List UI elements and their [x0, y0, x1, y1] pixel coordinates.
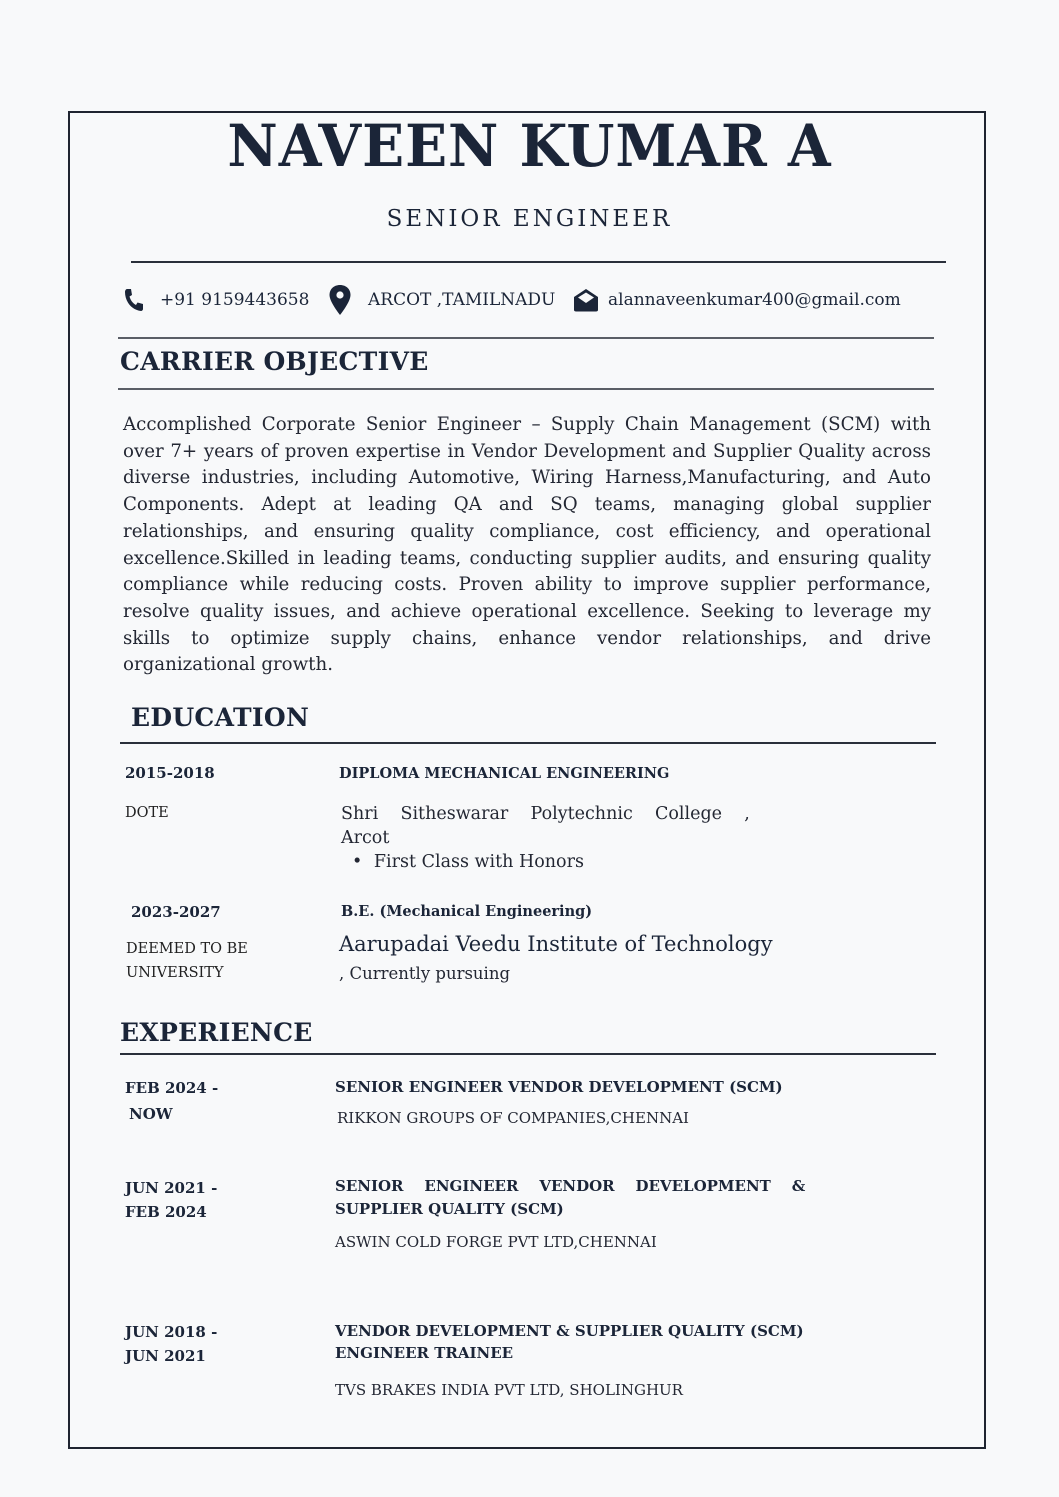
- bullet-text: First Class with Honors: [373, 852, 584, 872]
- education-institution-city: Arcot: [341, 828, 390, 848]
- job-title: SENIOR ENGINEER: [386, 206, 673, 232]
- experience-date-end: JUN 2021: [125, 1347, 206, 1365]
- experience-company: ASWIN COLD FORGE PVT LTD,CHENNAI: [335, 1233, 657, 1251]
- objective-text: Accomplished Corporate Senior Engineer – Supply Chain Management (SCM) with over 7+ years of proven expertise in Vendor Development and Supplier Quality across diverse industries, including Automotive, Wiring Harness,Manufacturing, and Auto Components. Adept at leading QA and SQ teams, managing global supplier relationships, and ensuring quality compliance, cost efficiency, and operational excellence.Skilled in leading teams, conducting supplier audits, and ensuring quality compliance while reducing costs. Proven ability to improve supplier performance, resolve quality issues, and achieve operational excellence. Seeking to leverage my skills to optimize supply chains, enhance vendor relationships, and drive organizational growth.: [123, 414, 931, 676]
- experience-role: SENIOR ENGINEER VENDOR DEVELOPMENT &: [335, 1177, 806, 1195]
- experience-divider: [120, 1053, 936, 1055]
- education-status: , Currently pursuing: [339, 964, 511, 983]
- experience-company: TVS BRAKES INDIA PVT LTD, SHOLINGHUR: [335, 1381, 683, 1399]
- email-address[interactable]: alannaveenkumar400@gmail.com: [608, 290, 901, 310]
- contact-location: [326, 284, 555, 316]
- education-institution: Shri Sitheswarar Polytechnic College ,: [341, 804, 750, 824]
- experience-date-end: NOW: [129, 1105, 173, 1123]
- phone-number[interactable]: +91 9159443658: [160, 290, 310, 310]
- education-board-cont: UNIVERSITY: [126, 965, 224, 981]
- education-years: 2023-2027: [131, 903, 221, 921]
- experience-role-cont: ENGINEER TRAINEE: [335, 1344, 514, 1362]
- experience-role-cont: SUPPLIER QUALITY (SCM): [335, 1200, 564, 1218]
- location-text: ARCOT ,TAMILNADU: [368, 290, 556, 310]
- education-heading: EDUCATION: [131, 703, 310, 732]
- education-years: 2015-2018: [125, 764, 215, 782]
- contact-email: [572, 284, 901, 316]
- experience-role: SENIOR ENGINEER VENDOR DEVELOPMENT (SCM): [335, 1078, 783, 1096]
- experience-date-start: JUN 2021 -: [125, 1179, 218, 1197]
- objective-heading: CARRIER OBJECTIVE: [120, 347, 429, 376]
- education-degree: B.E. (Mechanical Engineering): [341, 903, 593, 920]
- education-board: DOTE: [125, 805, 169, 821]
- contact-phone: [120, 284, 309, 316]
- bullet-icon: •: [352, 852, 363, 872]
- education-divider: [120, 742, 936, 744]
- phone-icon: [120, 286, 148, 314]
- education-degree: DIPLOMA MECHANICAL ENGINEERING: [339, 765, 670, 782]
- experience-company: RIKKON GROUPS OF COMPANIES,CHENNAI: [337, 1109, 689, 1127]
- header-divider: [131, 261, 946, 263]
- experience-date-end: FEB 2024: [125, 1203, 207, 1221]
- map-pin-icon: [326, 286, 354, 314]
- objective-divider: [118, 388, 934, 390]
- education-institution: Aarupadai Veedu Institute of Technology: [339, 932, 773, 956]
- candidate-name: NAVEEN KUMAR A: [227, 112, 832, 180]
- envelope-open-icon: [572, 286, 600, 314]
- experience-date-start: JUN 2018 -: [125, 1323, 218, 1341]
- education-board: DEEMED TO BE: [126, 941, 248, 957]
- experience-date-start: FEB 2024 -: [125, 1079, 219, 1097]
- experience-heading: EXPERIENCE: [120, 1018, 313, 1047]
- experience-role: VENDOR DEVELOPMENT & SUPPLIER QUALITY (SCM): [335, 1322, 804, 1340]
- education-bullet: [352, 852, 584, 872]
- contact-divider: [118, 337, 934, 339]
